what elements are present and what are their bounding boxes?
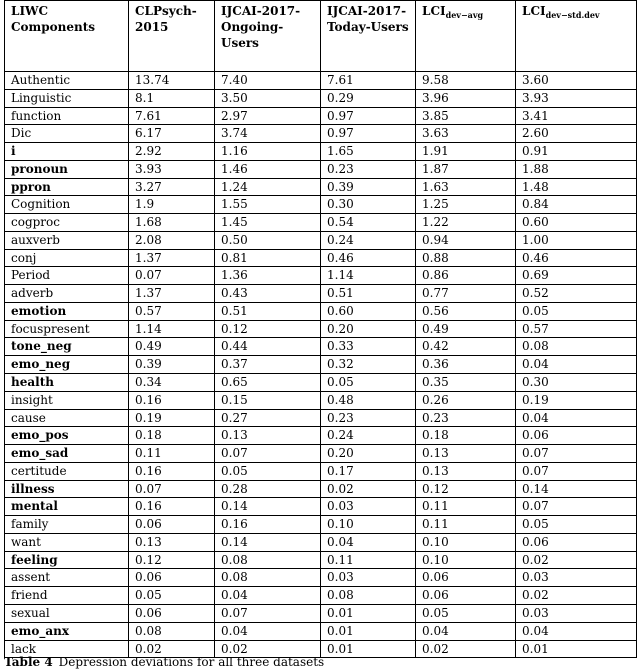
value-cell: 1.63 xyxy=(416,178,516,196)
table-row xyxy=(5,89,637,107)
value-cell: 0.84 xyxy=(516,196,637,214)
value-cell: 1.87 xyxy=(416,160,516,178)
value-cell: 0.51 xyxy=(215,302,321,320)
header-ijcai-today: IJCAI-2017-Today-Users xyxy=(321,1,416,72)
value-cell: 0.13 xyxy=(215,427,321,445)
value-cell: 0.07 xyxy=(215,445,321,463)
header-liwc-components: LIWC Components xyxy=(5,1,129,72)
value-cell: 0.42 xyxy=(416,338,516,356)
value-cell: 0.04 xyxy=(215,587,321,605)
value-cell: 0.01 xyxy=(321,640,416,658)
table-row xyxy=(5,178,637,196)
table-row xyxy=(5,516,637,534)
liwc-component-cell: want xyxy=(5,533,129,551)
value-cell: 7.40 xyxy=(215,72,321,90)
caption-text: Depression deviations for all three datasets xyxy=(58,655,325,669)
value-cell: 0.02 xyxy=(215,640,321,658)
value-cell: 0.08 xyxy=(321,587,416,605)
liwc-component-cell: conj xyxy=(5,249,129,267)
value-cell: 0.02 xyxy=(416,640,516,658)
table-row xyxy=(5,622,637,640)
table-row xyxy=(5,462,637,480)
value-cell: 0.03 xyxy=(516,604,637,622)
value-cell: 0.18 xyxy=(416,427,516,445)
value-cell: 2.08 xyxy=(129,231,215,249)
value-cell: 0.13 xyxy=(129,533,215,551)
value-cell: 0.11 xyxy=(416,498,516,516)
value-cell: 0.03 xyxy=(321,569,416,587)
value-cell: 0.30 xyxy=(321,196,416,214)
value-cell: 0.88 xyxy=(416,249,516,267)
value-cell: 0.08 xyxy=(215,569,321,587)
value-cell: 0.16 xyxy=(129,391,215,409)
value-cell: 0.26 xyxy=(416,391,516,409)
value-cell: 0.24 xyxy=(321,231,416,249)
value-cell: 0.10 xyxy=(416,551,516,569)
value-cell: 7.61 xyxy=(321,72,416,90)
table-row xyxy=(5,569,637,587)
value-cell: 0.65 xyxy=(215,374,321,392)
value-cell: 0.19 xyxy=(516,391,637,409)
value-cell: 0.06 xyxy=(516,533,637,551)
value-cell: 3.74 xyxy=(215,125,321,143)
value-cell: 0.02 xyxy=(516,551,637,569)
value-cell: 2.60 xyxy=(516,125,637,143)
value-cell: 6.17 xyxy=(129,125,215,143)
liwc-component-cell: adverb xyxy=(5,285,129,303)
table-row xyxy=(5,302,637,320)
value-cell: 0.02 xyxy=(129,640,215,658)
liwc-component-cell: i xyxy=(5,143,129,161)
value-cell: 0.97 xyxy=(321,125,416,143)
table-row xyxy=(5,533,637,551)
value-cell: 2.97 xyxy=(215,107,321,125)
value-cell: 0.39 xyxy=(321,178,416,196)
value-cell: 0.01 xyxy=(516,640,637,658)
value-cell: 0.17 xyxy=(321,462,416,480)
value-cell: 0.23 xyxy=(321,160,416,178)
value-cell: 1.65 xyxy=(321,143,416,161)
value-cell: 3.50 xyxy=(215,89,321,107)
table-caption xyxy=(4,654,324,670)
value-cell: 0.06 xyxy=(516,427,637,445)
value-cell: 0.29 xyxy=(321,89,416,107)
table-row xyxy=(5,231,637,249)
value-cell: 0.04 xyxy=(215,622,321,640)
value-cell: 0.02 xyxy=(516,587,637,605)
value-cell: 0.08 xyxy=(129,622,215,640)
table-row xyxy=(5,72,637,90)
value-cell: 0.46 xyxy=(516,249,637,267)
liwc-component-cell: illness xyxy=(5,480,129,498)
table-row xyxy=(5,214,637,232)
value-cell: 3.96 xyxy=(416,89,516,107)
value-cell: 0.16 xyxy=(129,462,215,480)
value-cell: 0.16 xyxy=(129,498,215,516)
value-cell: 1.24 xyxy=(215,178,321,196)
value-cell: 0.03 xyxy=(321,498,416,516)
value-cell: 0.05 xyxy=(416,604,516,622)
value-cell: 3.41 xyxy=(516,107,637,125)
value-cell: 3.93 xyxy=(516,89,637,107)
liwc-component-cell: emo_neg xyxy=(5,356,129,374)
value-cell: 0.81 xyxy=(215,249,321,267)
liwc-component-cell: emo_sad xyxy=(5,445,129,463)
header-clpsych-2015: CLPsych-2015 xyxy=(129,1,215,72)
value-cell: 0.05 xyxy=(516,516,637,534)
value-cell: 0.04 xyxy=(416,622,516,640)
value-cell: 0.12 xyxy=(416,480,516,498)
table-row xyxy=(5,391,637,409)
liwc-component-cell: emotion xyxy=(5,302,129,320)
value-cell: 0.16 xyxy=(215,516,321,534)
table-row xyxy=(5,356,637,374)
value-cell: 0.11 xyxy=(321,551,416,569)
value-cell: 0.46 xyxy=(321,249,416,267)
value-cell: 1.37 xyxy=(129,249,215,267)
value-cell: 0.48 xyxy=(321,391,416,409)
table-row xyxy=(5,409,637,427)
table-row xyxy=(5,160,637,178)
value-cell: 0.13 xyxy=(416,462,516,480)
liwc-component-cell: focuspresent xyxy=(5,320,129,338)
liwc-component-cell: health xyxy=(5,374,129,392)
liwc-component-cell: lack xyxy=(5,640,129,658)
value-cell: 0.20 xyxy=(321,445,416,463)
value-cell: 1.48 xyxy=(516,178,637,196)
value-cell: 0.11 xyxy=(129,445,215,463)
value-cell: 3.93 xyxy=(129,160,215,178)
value-cell: 0.05 xyxy=(215,462,321,480)
value-cell: 0.18 xyxy=(129,427,215,445)
header-lci-dev-avg xyxy=(416,1,516,72)
value-cell: 0.33 xyxy=(321,338,416,356)
table-row xyxy=(5,143,637,161)
liwc-component-cell: Period xyxy=(5,267,129,285)
value-cell: 0.02 xyxy=(321,480,416,498)
value-cell: 0.54 xyxy=(321,214,416,232)
value-cell: 1.45 xyxy=(215,214,321,232)
value-cell: 0.10 xyxy=(416,533,516,551)
value-cell: 0.94 xyxy=(416,231,516,249)
value-cell: 0.12 xyxy=(215,320,321,338)
value-cell: 0.52 xyxy=(516,285,637,303)
value-cell: 0.60 xyxy=(516,214,637,232)
liwc-component-cell: Cognition xyxy=(5,196,129,214)
liwc-component-cell: certitude xyxy=(5,462,129,480)
value-cell: 0.04 xyxy=(516,409,637,427)
value-cell: 0.49 xyxy=(416,320,516,338)
table-row xyxy=(5,498,637,516)
table-row xyxy=(5,125,637,143)
liwc-component-cell: Dic xyxy=(5,125,129,143)
value-cell: 0.35 xyxy=(416,374,516,392)
table-row xyxy=(5,445,637,463)
value-cell: 0.69 xyxy=(516,267,637,285)
liwc-component-cell: cogproc xyxy=(5,214,129,232)
table-row xyxy=(5,338,637,356)
value-cell: 1.46 xyxy=(215,160,321,178)
value-cell: 0.10 xyxy=(321,516,416,534)
value-cell: 0.05 xyxy=(129,587,215,605)
value-cell: 0.07 xyxy=(129,267,215,285)
lci-subscript: dev−avg xyxy=(445,10,484,20)
table-row xyxy=(5,107,637,125)
value-cell: 1.88 xyxy=(516,160,637,178)
table-row xyxy=(5,604,637,622)
value-cell: 0.91 xyxy=(516,143,637,161)
value-cell: 1.36 xyxy=(215,267,321,285)
value-cell: 0.14 xyxy=(215,498,321,516)
liwc-component-cell: function xyxy=(5,107,129,125)
value-cell: 1.00 xyxy=(516,231,637,249)
table-row xyxy=(5,587,637,605)
value-cell: 0.05 xyxy=(321,374,416,392)
value-cell: 0.07 xyxy=(129,480,215,498)
table-row xyxy=(5,480,637,498)
value-cell: 0.19 xyxy=(129,409,215,427)
value-cell: 0.04 xyxy=(321,533,416,551)
value-cell: 0.14 xyxy=(516,480,637,498)
value-cell: 0.14 xyxy=(215,533,321,551)
value-cell: 0.01 xyxy=(321,622,416,640)
table-row xyxy=(5,374,637,392)
value-cell: 0.27 xyxy=(215,409,321,427)
value-cell: 1.9 xyxy=(129,196,215,214)
liwc-component-cell: auxverb xyxy=(5,231,129,249)
lci-subscript: dev−std.dev xyxy=(545,10,600,20)
liwc-component-cell: insight xyxy=(5,391,129,409)
value-cell: 0.86 xyxy=(416,267,516,285)
table-row xyxy=(5,427,637,445)
liwc-component-cell: emo_pos xyxy=(5,427,129,445)
liwc-component-cell: tone_neg xyxy=(5,338,129,356)
liwc-component-cell: ppron xyxy=(5,178,129,196)
value-cell: 8.1 xyxy=(129,89,215,107)
table-row xyxy=(5,285,637,303)
lci-label: LCI xyxy=(422,4,446,18)
liwc-component-cell: Linguistic xyxy=(5,89,129,107)
value-cell: 1.37 xyxy=(129,285,215,303)
value-cell: 0.05 xyxy=(516,302,637,320)
table-body xyxy=(5,72,637,658)
value-cell: 0.11 xyxy=(416,516,516,534)
header-row xyxy=(5,1,637,72)
liwc-deviation-table xyxy=(4,0,637,658)
value-cell: 0.37 xyxy=(215,356,321,374)
value-cell: 0.49 xyxy=(129,338,215,356)
value-cell: 1.16 xyxy=(215,143,321,161)
value-cell: 0.07 xyxy=(516,445,637,463)
value-cell: 0.06 xyxy=(416,587,516,605)
value-cell: 3.63 xyxy=(416,125,516,143)
value-cell: 1.68 xyxy=(129,214,215,232)
header-lci-dev-std xyxy=(516,1,637,72)
value-cell: 0.44 xyxy=(215,338,321,356)
value-cell: 0.57 xyxy=(129,302,215,320)
value-cell: 1.55 xyxy=(215,196,321,214)
header-ijcai-ongoing: IJCAI-2017-Ongoing-Users xyxy=(215,1,321,72)
value-cell: 0.03 xyxy=(516,569,637,587)
value-cell: 0.01 xyxy=(321,604,416,622)
liwc-component-cell: pronoun xyxy=(5,160,129,178)
value-cell: 7.61 xyxy=(129,107,215,125)
value-cell: 0.36 xyxy=(416,356,516,374)
value-cell: 1.14 xyxy=(321,267,416,285)
value-cell: 0.06 xyxy=(129,604,215,622)
value-cell: 0.07 xyxy=(516,498,637,516)
value-cell: 1.22 xyxy=(416,214,516,232)
liwc-component-cell: cause xyxy=(5,409,129,427)
value-cell: 0.28 xyxy=(215,480,321,498)
value-cell: 0.32 xyxy=(321,356,416,374)
liwc-component-cell: assent xyxy=(5,569,129,587)
value-cell: 0.04 xyxy=(516,622,637,640)
value-cell: 0.77 xyxy=(416,285,516,303)
value-cell: 2.92 xyxy=(129,143,215,161)
liwc-component-cell: feeling xyxy=(5,551,129,569)
value-cell: 0.07 xyxy=(215,604,321,622)
value-cell: 0.30 xyxy=(516,374,637,392)
table-row xyxy=(5,249,637,267)
value-cell: 0.60 xyxy=(321,302,416,320)
liwc-component-cell: mental xyxy=(5,498,129,516)
value-cell: 3.60 xyxy=(516,72,637,90)
liwc-component-cell: family xyxy=(5,516,129,534)
value-cell: 0.12 xyxy=(129,551,215,569)
value-cell: 1.91 xyxy=(416,143,516,161)
value-cell: 0.08 xyxy=(215,551,321,569)
table-header xyxy=(5,1,637,72)
value-cell: 0.43 xyxy=(215,285,321,303)
value-cell: 0.20 xyxy=(321,320,416,338)
caption-label: Table 4 xyxy=(4,655,53,669)
liwc-component-cell: Authentic xyxy=(5,72,129,90)
value-cell: 1.14 xyxy=(129,320,215,338)
value-cell: 0.34 xyxy=(129,374,215,392)
value-cell: 0.04 xyxy=(516,356,637,374)
value-cell: 0.13 xyxy=(416,445,516,463)
liwc-component-cell: friend xyxy=(5,587,129,605)
value-cell: 0.56 xyxy=(416,302,516,320)
value-cell: 0.15 xyxy=(215,391,321,409)
value-cell: 0.97 xyxy=(321,107,416,125)
value-cell: 0.57 xyxy=(516,320,637,338)
value-cell: 0.23 xyxy=(321,409,416,427)
value-cell: 1.25 xyxy=(416,196,516,214)
value-cell: 0.08 xyxy=(516,338,637,356)
value-cell: 0.23 xyxy=(416,409,516,427)
value-cell: 3.27 xyxy=(129,178,215,196)
value-cell: 0.07 xyxy=(516,462,637,480)
table-row xyxy=(5,196,637,214)
value-cell: 9.58 xyxy=(416,72,516,90)
value-cell: 0.24 xyxy=(321,427,416,445)
value-cell: 13.74 xyxy=(129,72,215,90)
table-row xyxy=(5,320,637,338)
table-row xyxy=(5,267,637,285)
value-cell: 3.85 xyxy=(416,107,516,125)
table-row xyxy=(5,551,637,569)
lci-label: LCI xyxy=(522,4,546,18)
value-cell: 0.06 xyxy=(129,516,215,534)
value-cell: 0.06 xyxy=(129,569,215,587)
value-cell: 0.50 xyxy=(215,231,321,249)
value-cell: 0.51 xyxy=(321,285,416,303)
liwc-component-cell: sexual xyxy=(5,604,129,622)
liwc-component-cell: emo_anx xyxy=(5,622,129,640)
value-cell: 0.06 xyxy=(416,569,516,587)
value-cell: 0.39 xyxy=(129,356,215,374)
